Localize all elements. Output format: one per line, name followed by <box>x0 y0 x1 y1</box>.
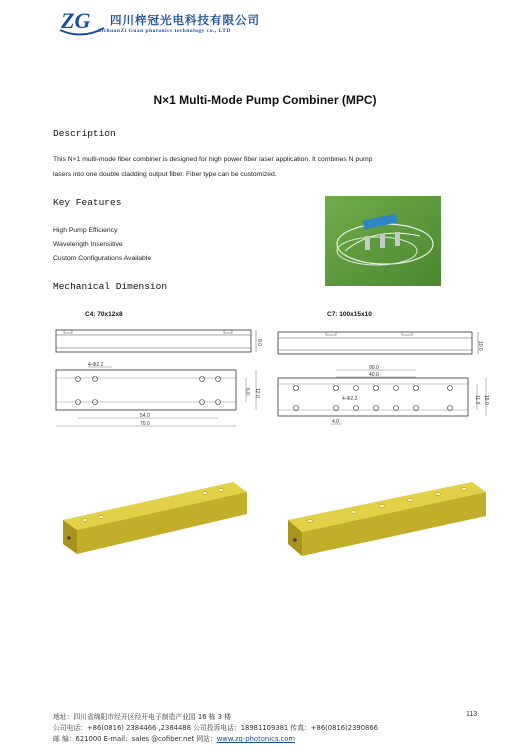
c4-dim-h2: 12.0 <box>254 388 260 398</box>
c4-label: C4: 70x12x8 <box>85 311 123 318</box>
page-title: N×1 Multi-Mode Pump Combiner (MPC) <box>153 93 377 107</box>
description-line-2: lasers into one double cladding output fiber. Fiber type can be customized. <box>53 171 277 178</box>
c7-top-drawing <box>274 362 496 430</box>
c7-dim-length-1: 90.0 <box>369 365 379 371</box>
website-link[interactable]: www.zg-photonics.com <box>216 735 296 743</box>
footer-contact <box>53 733 295 743</box>
description-line-1: This N×1 multi-mode fiber combiner is designed for high power fiber laser application. It combines N pump <box>53 156 373 163</box>
c7-dim-bottom: 4.0 <box>332 419 339 425</box>
c4-side-drawing <box>52 326 270 356</box>
c7-label: C7: 100x15x10 <box>327 311 372 318</box>
company-name-cn: 四川梓冠光电科技有限公司 <box>110 13 260 27</box>
c7-3d-render <box>284 478 489 558</box>
c7-dim-hole: 4-Φ2.2 <box>342 396 358 402</box>
page-number: 113 <box>466 711 478 718</box>
footer-phone: 公司电话：+86(0816) 2384466 ,2384488 公司投诉电话：18981109381 传真：+86(0816)2390866 <box>53 724 379 732</box>
company-name-en: SichuanZi Guan photonics technology co., LTD <box>98 28 231 34</box>
c4-dim-height: 8.0 <box>256 339 262 346</box>
footer-address: 地址：四川省绵阳市经开区经开电子制造产业园 16 栋 3 楼 <box>53 713 231 721</box>
c7-dim-h2: 15.0 <box>483 395 489 405</box>
product-photo <box>325 196 441 286</box>
c4-dim-hole: 4-Φ2.2 <box>88 362 104 368</box>
feature-item: Wavelength Insensitive <box>53 241 123 248</box>
feature-item: High Pump Efficiency <box>53 227 118 234</box>
c4-dim-total-length: 70.0 <box>140 421 150 427</box>
mechanical-heading: Mechanical Dimension <box>53 281 168 292</box>
c7-dim-h1: 11.0 <box>474 395 480 405</box>
c4-top-drawing <box>52 358 270 430</box>
footer-post-email: 邮 编：621000 E-mail：sales @cofiber.net 网站： <box>53 735 217 743</box>
c4-dim-inner-length: 54.0 <box>140 413 150 419</box>
c4-dim-h1: 6.0 <box>244 388 250 395</box>
description-heading: Description <box>53 128 116 139</box>
c7-dim-height: 10.0 <box>477 341 483 351</box>
c7-dim-length-2: 40.0 <box>369 372 379 378</box>
key-features-heading: Key Features <box>53 197 122 208</box>
feature-item: Custom Configurations Available <box>53 255 152 262</box>
c4-3d-render <box>55 478 250 558</box>
c7-side-drawing <box>274 328 496 358</box>
logo-letters: ZG <box>61 8 91 33</box>
